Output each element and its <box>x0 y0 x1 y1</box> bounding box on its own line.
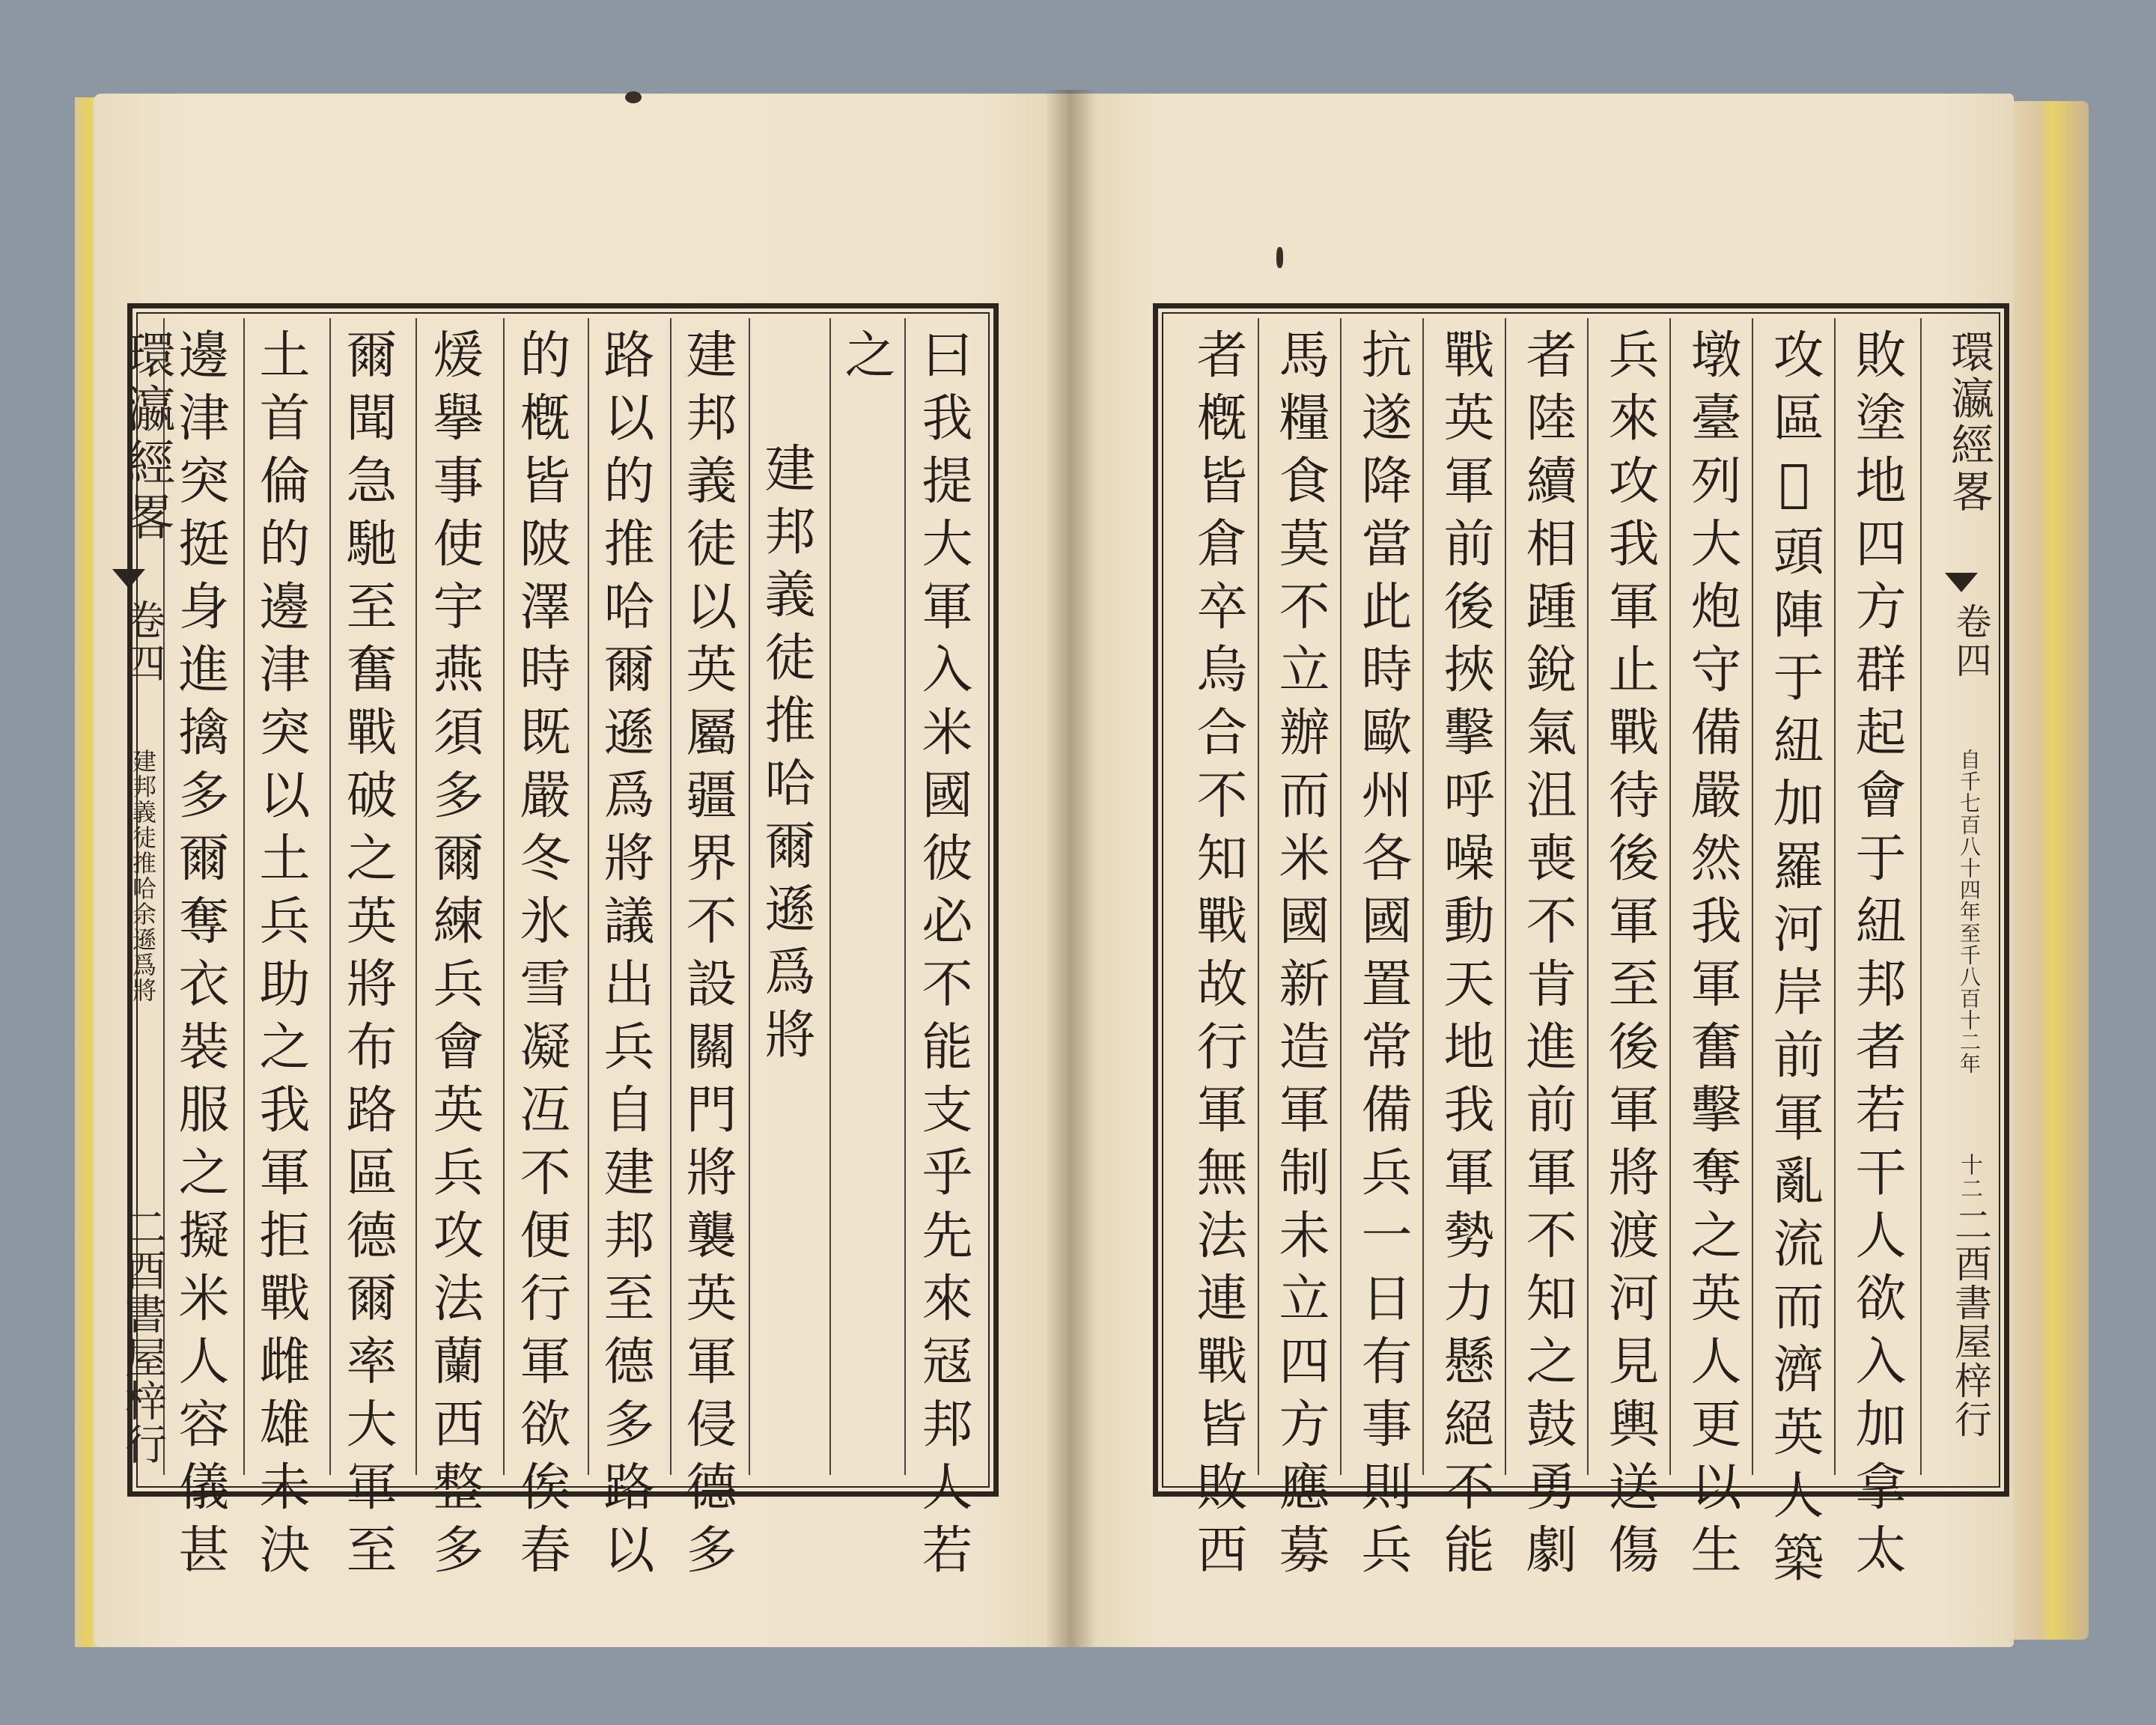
ink-spot <box>1276 247 1283 268</box>
text-column: 曰我提大軍入米國彼必不能支乎先來冦邦人若 <box>913 328 972 1586</box>
column-rule <box>1834 318 1836 1475</box>
text-column: 抗遂降當此時歐州各國置常備兵一日有事則兵 <box>1353 328 1412 1586</box>
column-rule <box>503 318 505 1475</box>
column-rule <box>1920 318 1922 1475</box>
column-rule <box>588 318 589 1475</box>
right-page-edges <box>2006 101 2089 1640</box>
page-number: 十二 <box>1956 1153 1982 1201</box>
column-rule <box>1422 318 1424 1475</box>
column-rule <box>329 318 331 1475</box>
column-rule <box>904 318 906 1475</box>
fish-tail-mark <box>112 569 145 588</box>
text-column: 墩臺列大炮守備嚴然我軍奮擊奪之英人更以生 <box>1682 328 1741 1586</box>
text-column: 者槪皆倉卒烏合不知戰故行軍無法連戰皆敗西 <box>1188 328 1247 1586</box>
book-gutter <box>1044 90 1097 1647</box>
text-column: 敗塗地四方群起會于紐邦者若干人欲入加拿太 <box>1847 328 1906 1586</box>
text-column: 邊津突挺身進擒多爾奪衣裝服之擬米人容儀甚 <box>170 328 229 1586</box>
text-column: 的槪皆陂澤時既嚴冬氷雪凝冱不便行軍欲俟春 <box>511 328 570 1586</box>
column-rule <box>670 318 672 1475</box>
column-rule <box>243 318 245 1475</box>
text-column: 土首倫的邊津突以土兵助之我軍拒戰雌雄未決 <box>251 328 310 1586</box>
publisher-name: 二酉書屋梓行 <box>1949 1205 1992 1439</box>
column-rule <box>1258 318 1259 1475</box>
fish-tail-mark <box>1945 573 1978 592</box>
ink-spot <box>625 91 642 103</box>
year-note: 自千七百八十四年至千八百十二年 <box>1957 749 1982 1074</box>
column-rule <box>749 318 750 1475</box>
volume-label: 卷四 <box>1949 603 1991 681</box>
column-rule <box>1340 318 1342 1475</box>
text-column: 之 <box>836 328 895 391</box>
volume-label: 卷四 <box>119 599 166 686</box>
text-column: 兵來攻我軍止戰待後軍至後軍將渡河見輿送傷 <box>1600 328 1659 1586</box>
text-column: 建邦義徒以英屬疆界不設關門將襲英軍侵德多 <box>677 328 737 1586</box>
text-column: 馬糧食莫不立辦而米國新造軍制未立四方應募 <box>1270 328 1330 1586</box>
text-column: 建邦義徒推哈爾遜爲將 <box>756 442 815 1071</box>
column-rule <box>1505 318 1506 1475</box>
column-rule <box>1669 318 1671 1475</box>
publisher-name: 二酉書屋梓行 <box>118 1205 167 1466</box>
text-column: 煖擧事使宇燕須多爾練兵會英兵攻法蘭西整多 <box>424 328 484 1586</box>
text-column: 戰英軍前後挾擊呼噪動天地我軍勢力懸絕不能 <box>1435 328 1494 1586</box>
text-column: 路以的推哈爾遜爲將議出兵自建邦至德多路以 <box>595 328 654 1586</box>
book-title: 環瀛經畧 <box>1943 329 1994 515</box>
column-rule <box>415 318 417 1475</box>
column-rule <box>829 318 831 1475</box>
text-column: 者陸續相踵銳氣沮喪不肯進前軍不知之鼓勇劇 <box>1517 328 1577 1586</box>
column-rule <box>1587 318 1589 1475</box>
column-rule <box>1752 318 1753 1475</box>
text-column: 爾聞急馳至奮戰破之英將布路區德爾率大軍至 <box>338 328 397 1586</box>
chapter-heading: 建邦義徒推哈余遜爲將 <box>129 749 157 1003</box>
text-column: 攻區𨖝頭陣于紐加羅河岸前軍亂流而濟英人築 <box>1764 328 1824 1594</box>
book-title: 環瀛經畧 <box>118 329 175 545</box>
